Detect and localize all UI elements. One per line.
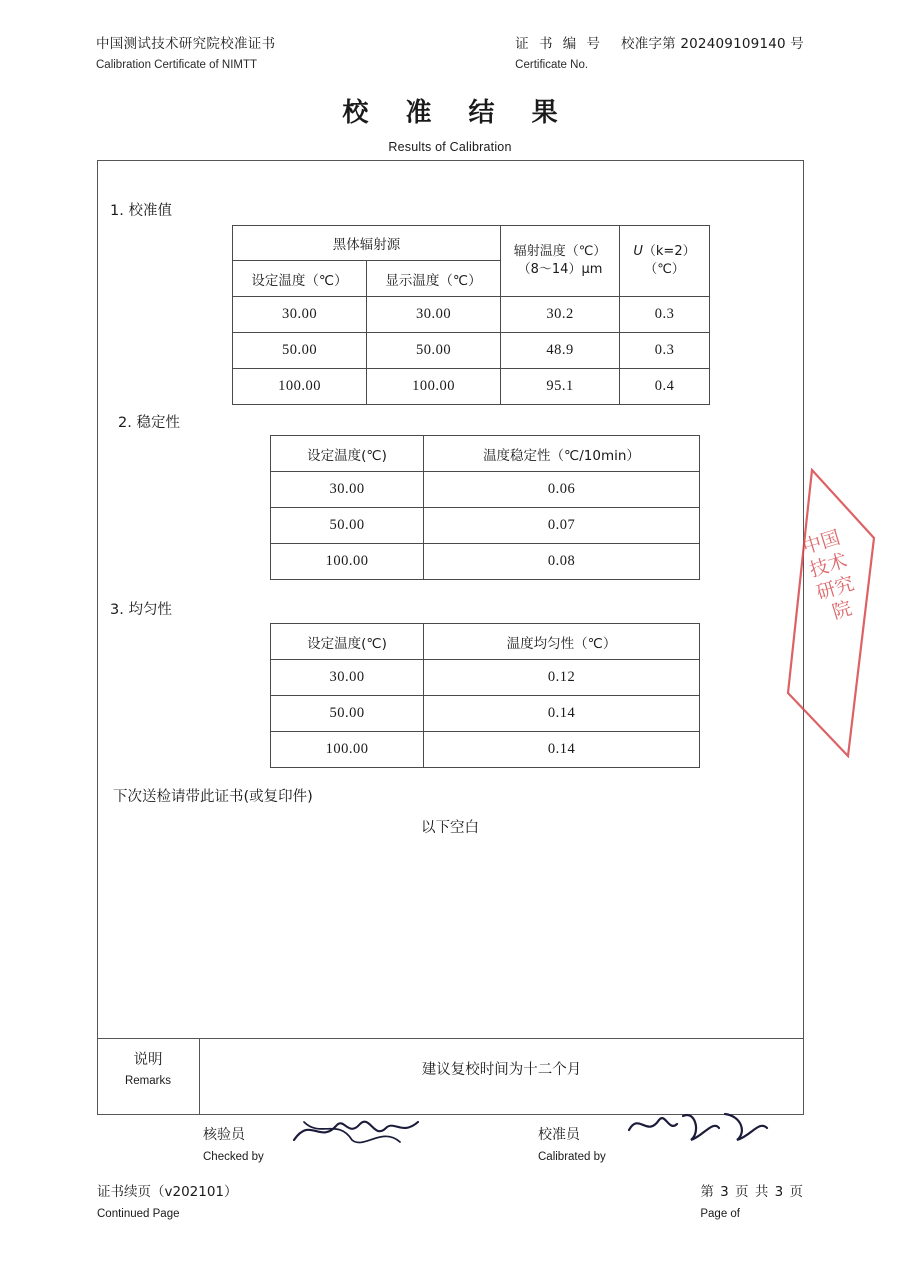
page-title — [0, 92, 900, 154]
uniformity-value-header: 温度均匀性（℃） — [424, 624, 700, 660]
radiation-temp-header — [501, 226, 620, 297]
page-title-cn: 校 准 结 果 — [342, 98, 572, 128]
remarks-label-cn: 说明 — [133, 1052, 163, 1068]
uncertainty-header-line2: （℃） — [644, 262, 685, 277]
stability-value-header: 温度稳定性（℃/10min） — [424, 436, 700, 472]
display-temp-header: 显示温度（℃） — [367, 261, 501, 297]
table-row — [271, 624, 700, 660]
table-row — [271, 696, 700, 732]
cell-radiation-temp: 30.2 — [501, 297, 620, 333]
cell-uniformity: 0.14 — [424, 696, 700, 732]
page-header — [96, 32, 804, 71]
red-stamp-text: 中国技术研究院 — [799, 526, 857, 625]
cell-stability: 0.06 — [424, 472, 700, 508]
cell-uncertainty: 0.3 — [620, 333, 710, 369]
uniformity-set-temp-header: 设定温度(℃) — [271, 624, 424, 660]
cell-display-temp: 30.00 — [367, 297, 501, 333]
table-row — [233, 226, 710, 261]
set-temp-header: 设定温度（℃） — [233, 261, 367, 297]
continued-page-en: Continued Page — [97, 1208, 180, 1220]
uncertainty-symbol: U — [633, 244, 643, 260]
remarks-label — [97, 1048, 199, 1087]
section-label-calibration-values: 1. 校准值 — [110, 203, 172, 219]
cell-set-temp: 30.00 — [271, 472, 424, 508]
radiation-temp-header-line1: 辐射温度（℃） — [513, 244, 607, 260]
blackbody-source-header: 黑体辐射源 — [233, 226, 501, 261]
checked-by-label-en: Checked by — [203, 1151, 264, 1163]
cell-radiation-temp: 48.9 — [501, 333, 620, 369]
page-number-en: Page of — [700, 1208, 741, 1220]
remarks-separator — [97, 1038, 804, 1039]
section-label-stability: 2. 稳定性 — [118, 415, 180, 431]
section-label-uniformity: 3. 均匀性 — [110, 602, 172, 618]
page-number-cn: 第 3 页 共 3 页 — [700, 1184, 804, 1200]
cell-radiation-temp: 95.1 — [501, 369, 620, 405]
cell-set-temp: 50.00 — [271, 508, 424, 544]
cell-uniformity: 0.12 — [424, 660, 700, 696]
cell-set-temp: 30.00 — [233, 297, 367, 333]
cell-set-temp: 100.00 — [271, 544, 424, 580]
cell-set-temp: 30.00 — [271, 660, 424, 696]
checked-by-block — [203, 1124, 264, 1163]
checked-by-label-cn: 核验员 — [203, 1127, 245, 1143]
institute-name-en: Calibration Certificate of NIMTT — [96, 59, 258, 71]
certificate-number-value: 校准字第 202409109140 号 — [621, 36, 804, 52]
uncertainty-header — [620, 226, 710, 297]
table-row — [271, 508, 700, 544]
cell-display-temp: 50.00 — [367, 333, 501, 369]
cell-set-temp: 50.00 — [233, 333, 367, 369]
continued-page-cn: 证书续页（v202101） — [97, 1184, 238, 1200]
next-submission-note: 下次送检请带此证书(或复印件) — [113, 789, 313, 805]
remarks-label-en: Remarks — [124, 1075, 171, 1087]
table-row — [233, 297, 710, 333]
cell-stability: 0.08 — [424, 544, 700, 580]
footer-left — [97, 1180, 238, 1220]
header-left — [96, 32, 275, 71]
cell-set-temp: 100.00 — [233, 369, 367, 405]
cell-display-temp: 100.00 — [367, 369, 501, 405]
table-row — [271, 436, 700, 472]
header-right — [515, 32, 804, 71]
checked-by-signature — [290, 1110, 425, 1152]
certificate-number-row — [515, 32, 804, 52]
cell-set-temp: 50.00 — [271, 696, 424, 732]
certificate-number-label-en: Certificate No. — [515, 59, 589, 71]
blank-below-note: 以下空白 — [421, 820, 479, 836]
calibrated-by-label-cn: 校准员 — [538, 1127, 580, 1143]
radiation-temp-header-line2: （8～14）μm — [517, 262, 603, 277]
certificate-number-label: 证 书 编 号 — [515, 36, 604, 52]
table-calibration-values — [232, 225, 710, 405]
remarks-text: 建议复校时间为十二个月 — [421, 1062, 582, 1078]
cell-uncertainty: 0.4 — [620, 369, 710, 405]
table-uniformity — [270, 623, 700, 768]
page-title-en: Results of Calibration — [388, 140, 512, 154]
table-row — [233, 333, 710, 369]
table-row — [233, 369, 710, 405]
table-row — [271, 732, 700, 768]
table-row — [271, 472, 700, 508]
uncertainty-k-value: （k=2） — [642, 244, 696, 260]
cell-set-temp: 100.00 — [271, 732, 424, 768]
table-stability — [270, 435, 700, 580]
cell-stability: 0.07 — [424, 508, 700, 544]
calibrated-by-block — [538, 1124, 606, 1163]
calibrated-by-label-en: Calibrated by — [538, 1151, 606, 1163]
table-row — [271, 660, 700, 696]
cell-uncertainty: 0.3 — [620, 297, 710, 333]
footer-right — [700, 1180, 804, 1220]
stability-set-temp-header: 设定温度(℃) — [271, 436, 424, 472]
page-footer — [97, 1180, 804, 1220]
uncertainty-header-line1 — [620, 243, 709, 261]
institute-name-cn: 中国测试技术研究院校准证书 — [96, 36, 276, 52]
cell-uniformity: 0.14 — [424, 732, 700, 768]
table-row — [271, 544, 700, 580]
